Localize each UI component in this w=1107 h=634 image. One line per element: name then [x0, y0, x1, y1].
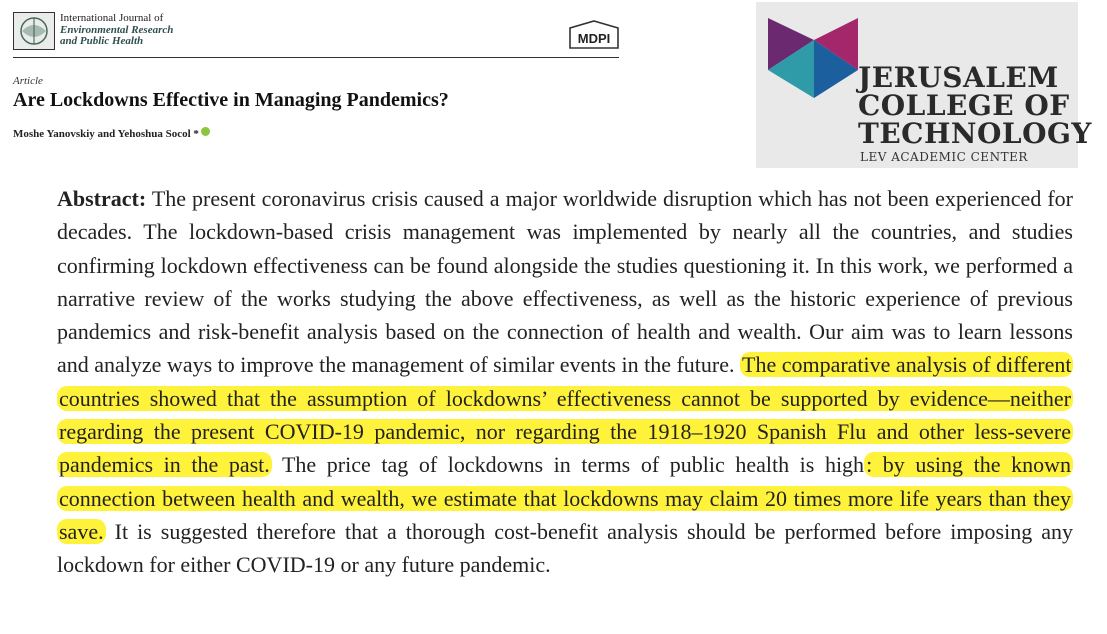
header-divider [13, 57, 619, 58]
mdpi-logo [568, 20, 620, 50]
abstract-highlight-2: : by using the known connection between health and wealth, we estimate that lockdowns may claim 20 times more life years than they save. [59, 452, 1071, 544]
journal-line-2: Environmental Research [60, 23, 174, 36]
mdpi-logo-text: MDPI [577, 31, 611, 46]
authors-line [13, 128, 210, 140]
journal-line-1: International Journal of [60, 12, 164, 24]
institution-name-line-2: COLLEGE OF [858, 89, 1070, 122]
abstract-text-2: The price tag of lockdowns in terms of public health is high [271, 452, 865, 478]
institution-name [858, 61, 1092, 150]
institution-name-line-3: TECHNOLOGY [858, 117, 1092, 150]
jct-emblem-icon [764, 10, 860, 100]
authors: Moshe Yanovskiy and Yehoshua Socol * [13, 128, 199, 140]
orcid-icon[interactable] [201, 127, 210, 136]
journal-name [60, 13, 173, 48]
journal-logo [13, 12, 55, 50]
abstract-text-3: It is suggested therefore that a thorough cost-benefit analysis should be performed before imposing any lockdown for either COVID-19 or any future pandemic. [57, 518, 1073, 578]
paper-title: Are Lockdowns Effective in Managing Pandemics? [13, 89, 449, 111]
abstract-highlight-1: The comparative analysis of different countries showed that the assumption of lockdowns’ effectiveness cannot be supported by evidence—neither regarding the present COVID-19 pandemic, nor regarding the 1918–1920 Spanish Flu and other less-severe pandemics in the past. [59, 352, 1072, 478]
institution-name-line-1: JERUSALEM [858, 61, 1059, 94]
abstract-text-1: The present coronavirus crisis caused a major worldwide disruption which has not been experienced for decades. The lockdown-based crisis management was implemented by nearly all the countries, and studies confirming lockdown effectiveness can be found alongside the studies questioning it. In this work, we performed a narrative review of the works studying the above effectiveness, as well as the historic experience of previous pandemics and risk-benefit analysis based on the connection of health and wealth. Our aim was to learn lessons and analyze ways to improve the management of similar events in the future. [57, 186, 1073, 378]
jct-logo-panel [756, 2, 1092, 168]
abstract-paragraph [57, 182, 1073, 582]
journal-line-3: and Public Health [60, 35, 144, 47]
abstract-label: Abstract: [57, 186, 147, 211]
institution-subtitle: LEV ACADEMIC CENTER [860, 150, 1028, 164]
article-type-label: Article [13, 75, 43, 87]
